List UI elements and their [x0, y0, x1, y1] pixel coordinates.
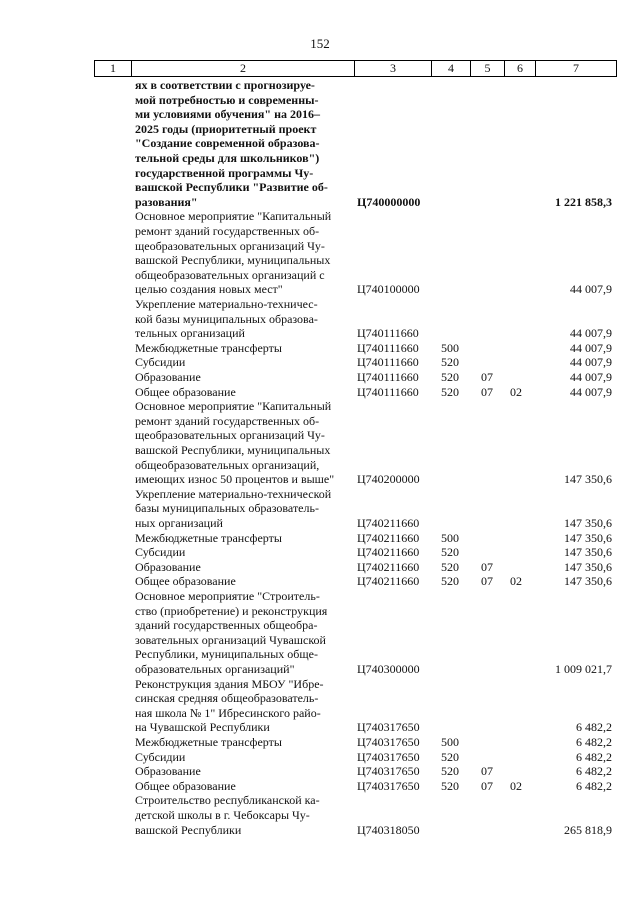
description-line: тельной среды для школьников"): [135, 150, 320, 165]
row-amount: 6 482,2: [576, 778, 612, 793]
row-code: Ц740111660: [357, 340, 419, 355]
column-header-6: 6: [505, 61, 536, 76]
row-code: Ц740111660: [357, 384, 419, 399]
row-description: [135, 209, 347, 297]
row-section: 07: [481, 370, 493, 384]
description-line: ство (приобретение) и реконструкция: [135, 603, 328, 618]
row-code: Ц740317650: [357, 720, 420, 735]
row-amount: 147 350,6: [564, 574, 612, 589]
row-description: [135, 779, 347, 794]
row-code: Ц740111660: [357, 355, 419, 370]
description-line: детской школы в г. Чебоксары Чу-: [135, 807, 310, 822]
description-line: Основное мероприятие "Капитальный: [135, 209, 332, 224]
description-line: 2025 годы (приоритетный проект: [135, 121, 317, 136]
row-description: [135, 764, 347, 779]
description-line: "Создание современной образова-: [135, 136, 320, 151]
description-line: щеобразовательных организаций Чу-: [135, 238, 325, 253]
description-line: вашской Республики "Развитие об-: [135, 180, 328, 195]
column-header-1: 1: [95, 61, 132, 76]
row-code: Ц740317650: [357, 749, 420, 764]
column-header-2: 2: [132, 61, 355, 76]
row-code: Ц740211660: [357, 530, 420, 545]
description-line: Образование: [135, 370, 201, 384]
row-expense-type: 520: [441, 355, 459, 370]
row-code: Ц740000000: [357, 194, 421, 209]
row-description: [135, 341, 347, 356]
row-code: Ц740200000: [357, 472, 420, 487]
description-line: вашской Республики, муниципальных: [135, 253, 331, 268]
row-code: Ц740100000: [357, 282, 420, 297]
row-code: Ц740211660: [357, 515, 420, 530]
description-line: базы муниципальных образователь-: [135, 501, 319, 516]
row-subsection: 02: [510, 384, 522, 399]
row-amount: 147 350,6: [564, 545, 612, 560]
row-description: [135, 355, 347, 370]
row-description: [135, 793, 347, 837]
row-description: [135, 297, 347, 341]
description-line: кой базы муниципальных образова-: [135, 311, 318, 326]
row-amount: 44 007,9: [570, 282, 612, 297]
description-line: имеющих износ 50 процентов и выше": [135, 472, 335, 487]
description-line: вашской Республики, муниципальных: [135, 442, 331, 457]
description-line: Межбюджетные трансферты: [135, 530, 282, 545]
row-amount: 147 350,6: [564, 472, 612, 487]
description-line: Межбюджетные трансферты: [135, 735, 282, 749]
row-section: 07: [481, 574, 493, 589]
row-code: Ц740300000: [357, 662, 420, 676]
description-line: Основное мероприятие "Строитель-: [135, 589, 320, 603]
row-section: 07: [481, 764, 493, 779]
description-line: ях в соответствии с прогнозируе-: [135, 78, 315, 92]
description-line: государственной программы Чу-: [135, 165, 314, 180]
row-code: Ц740317650: [357, 778, 420, 793]
row-description: [135, 399, 347, 487]
description-line: ремонт зданий государственных об-: [135, 413, 320, 428]
row-amount: 265 818,9: [564, 822, 612, 837]
row-amount: 6 482,2: [576, 720, 612, 735]
row-expense-type: 520: [441, 370, 459, 384]
row-code: Ц740317650: [357, 764, 420, 779]
description-line: общеобразовательных организаций,: [135, 457, 320, 472]
description-line: щеобразовательных организаций Чу-: [135, 428, 325, 443]
row-expense-type: 520: [441, 764, 459, 779]
row-description: [135, 560, 347, 575]
row-subsection: 02: [510, 778, 522, 793]
description-line: Укрепление материально-технической: [135, 486, 332, 501]
description-line: зданий государственных общеобра-: [135, 618, 318, 633]
description-line: мой потребностью и современны-: [135, 92, 319, 107]
description-line: Общее образование: [135, 384, 236, 399]
description-line: образовательных организаций": [135, 661, 295, 676]
row-expense-type: 520: [441, 749, 459, 764]
row-amount: 1 221 858,3: [555, 194, 612, 209]
row-description: [135, 531, 347, 546]
table-column-header: [94, 60, 617, 77]
row-expense-type: 520: [441, 545, 459, 560]
description-line: Общее образование: [135, 574, 236, 589]
row-expense-type: 520: [441, 574, 459, 589]
row-amount: 6 482,2: [576, 735, 612, 749]
row-code: Ц740317650: [357, 735, 420, 749]
column-header-7: 7: [573, 61, 579, 75]
row-amount: 147 350,6: [564, 530, 612, 545]
row-expense-type: 520: [441, 384, 459, 399]
row-amount: 44 007,9: [570, 326, 612, 341]
description-line: Основное мероприятие "Капитальный: [135, 399, 332, 414]
row-code: Ц740111660: [357, 326, 419, 341]
description-line: зовательных организаций Чувашской: [135, 632, 326, 647]
description-line: Образование: [135, 559, 201, 574]
description-line: общеобразовательных организаций с: [135, 267, 325, 282]
description-line: Субсидии: [135, 545, 186, 560]
row-section: 07: [481, 559, 493, 574]
row-code: Ц740211660: [357, 559, 420, 574]
row-description: [135, 677, 347, 735]
row-amount: 44 007,9: [570, 340, 612, 355]
description-line: синская средняя общеобразователь-: [135, 691, 319, 706]
description-line: Субсидии: [135, 355, 186, 370]
description-line: Субсидии: [135, 749, 186, 764]
description-line: Общее образование: [135, 778, 236, 793]
row-description: [135, 487, 347, 531]
column-header-3: 3: [355, 61, 432, 76]
row-expense-type: 520: [441, 559, 459, 574]
row-description: [135, 735, 347, 750]
row-amount: 147 350,6: [564, 559, 612, 574]
row-amount: 44 007,9: [570, 370, 612, 384]
row-expense-type: 500: [441, 530, 459, 545]
description-line: Строительство республиканской ка-: [135, 793, 320, 808]
row-code: Ц740318050: [357, 822, 420, 837]
row-code: Ц740111660: [357, 370, 419, 384]
column-header-4: 4: [432, 61, 471, 76]
row-amount: 44 007,9: [570, 355, 612, 370]
row-description: [135, 385, 347, 400]
description-line: ная школа № 1" Ибресинского райо-: [135, 705, 321, 720]
description-line: целью создания новых мест": [135, 282, 283, 297]
row-description: [135, 589, 347, 677]
row-description: [135, 78, 347, 209]
description-line: Межбюджетные трансферты: [135, 340, 282, 355]
row-amount: 147 350,6: [564, 515, 612, 530]
row-description: [135, 574, 347, 589]
description-line: тельных организаций: [135, 326, 245, 341]
row-expense-type: 500: [441, 340, 459, 355]
row-amount: 1 009 021,7: [555, 662, 612, 676]
row-amount: 6 482,2: [576, 764, 612, 779]
row-description: [135, 750, 347, 765]
row-description: [135, 370, 347, 385]
row-description: [135, 545, 347, 560]
description-line: Укрепление материально-техничес-: [135, 297, 318, 311]
row-subsection: 02: [510, 574, 522, 589]
description-line: ми условиями обучения" на 2016–: [135, 107, 320, 122]
description-line: разования": [135, 194, 198, 209]
description-line: Образование: [135, 764, 201, 779]
description-line: на Чувашской Республики: [135, 720, 270, 735]
page-number: 152: [310, 36, 330, 51]
row-section: 07: [481, 778, 493, 793]
description-line: ных организаций: [135, 515, 223, 530]
row-amount: 6 482,2: [576, 749, 612, 764]
row-expense-type: 500: [441, 735, 459, 749]
column-header-5: 5: [471, 61, 505, 76]
description-line: Республики, муниципальных обще-: [135, 647, 318, 662]
description-line: вашской Республики: [135, 822, 242, 837]
row-amount: 44 007,9: [570, 384, 612, 399]
row-code: Ц740211660: [357, 545, 420, 560]
row-expense-type: 520: [441, 778, 459, 793]
description-line: Реконструкция здания МБОУ "Ибре-: [135, 676, 324, 691]
row-code: Ц740211660: [357, 574, 420, 589]
description-line: ремонт зданий государственных об-: [135, 223, 320, 238]
row-section: 07: [481, 384, 493, 399]
